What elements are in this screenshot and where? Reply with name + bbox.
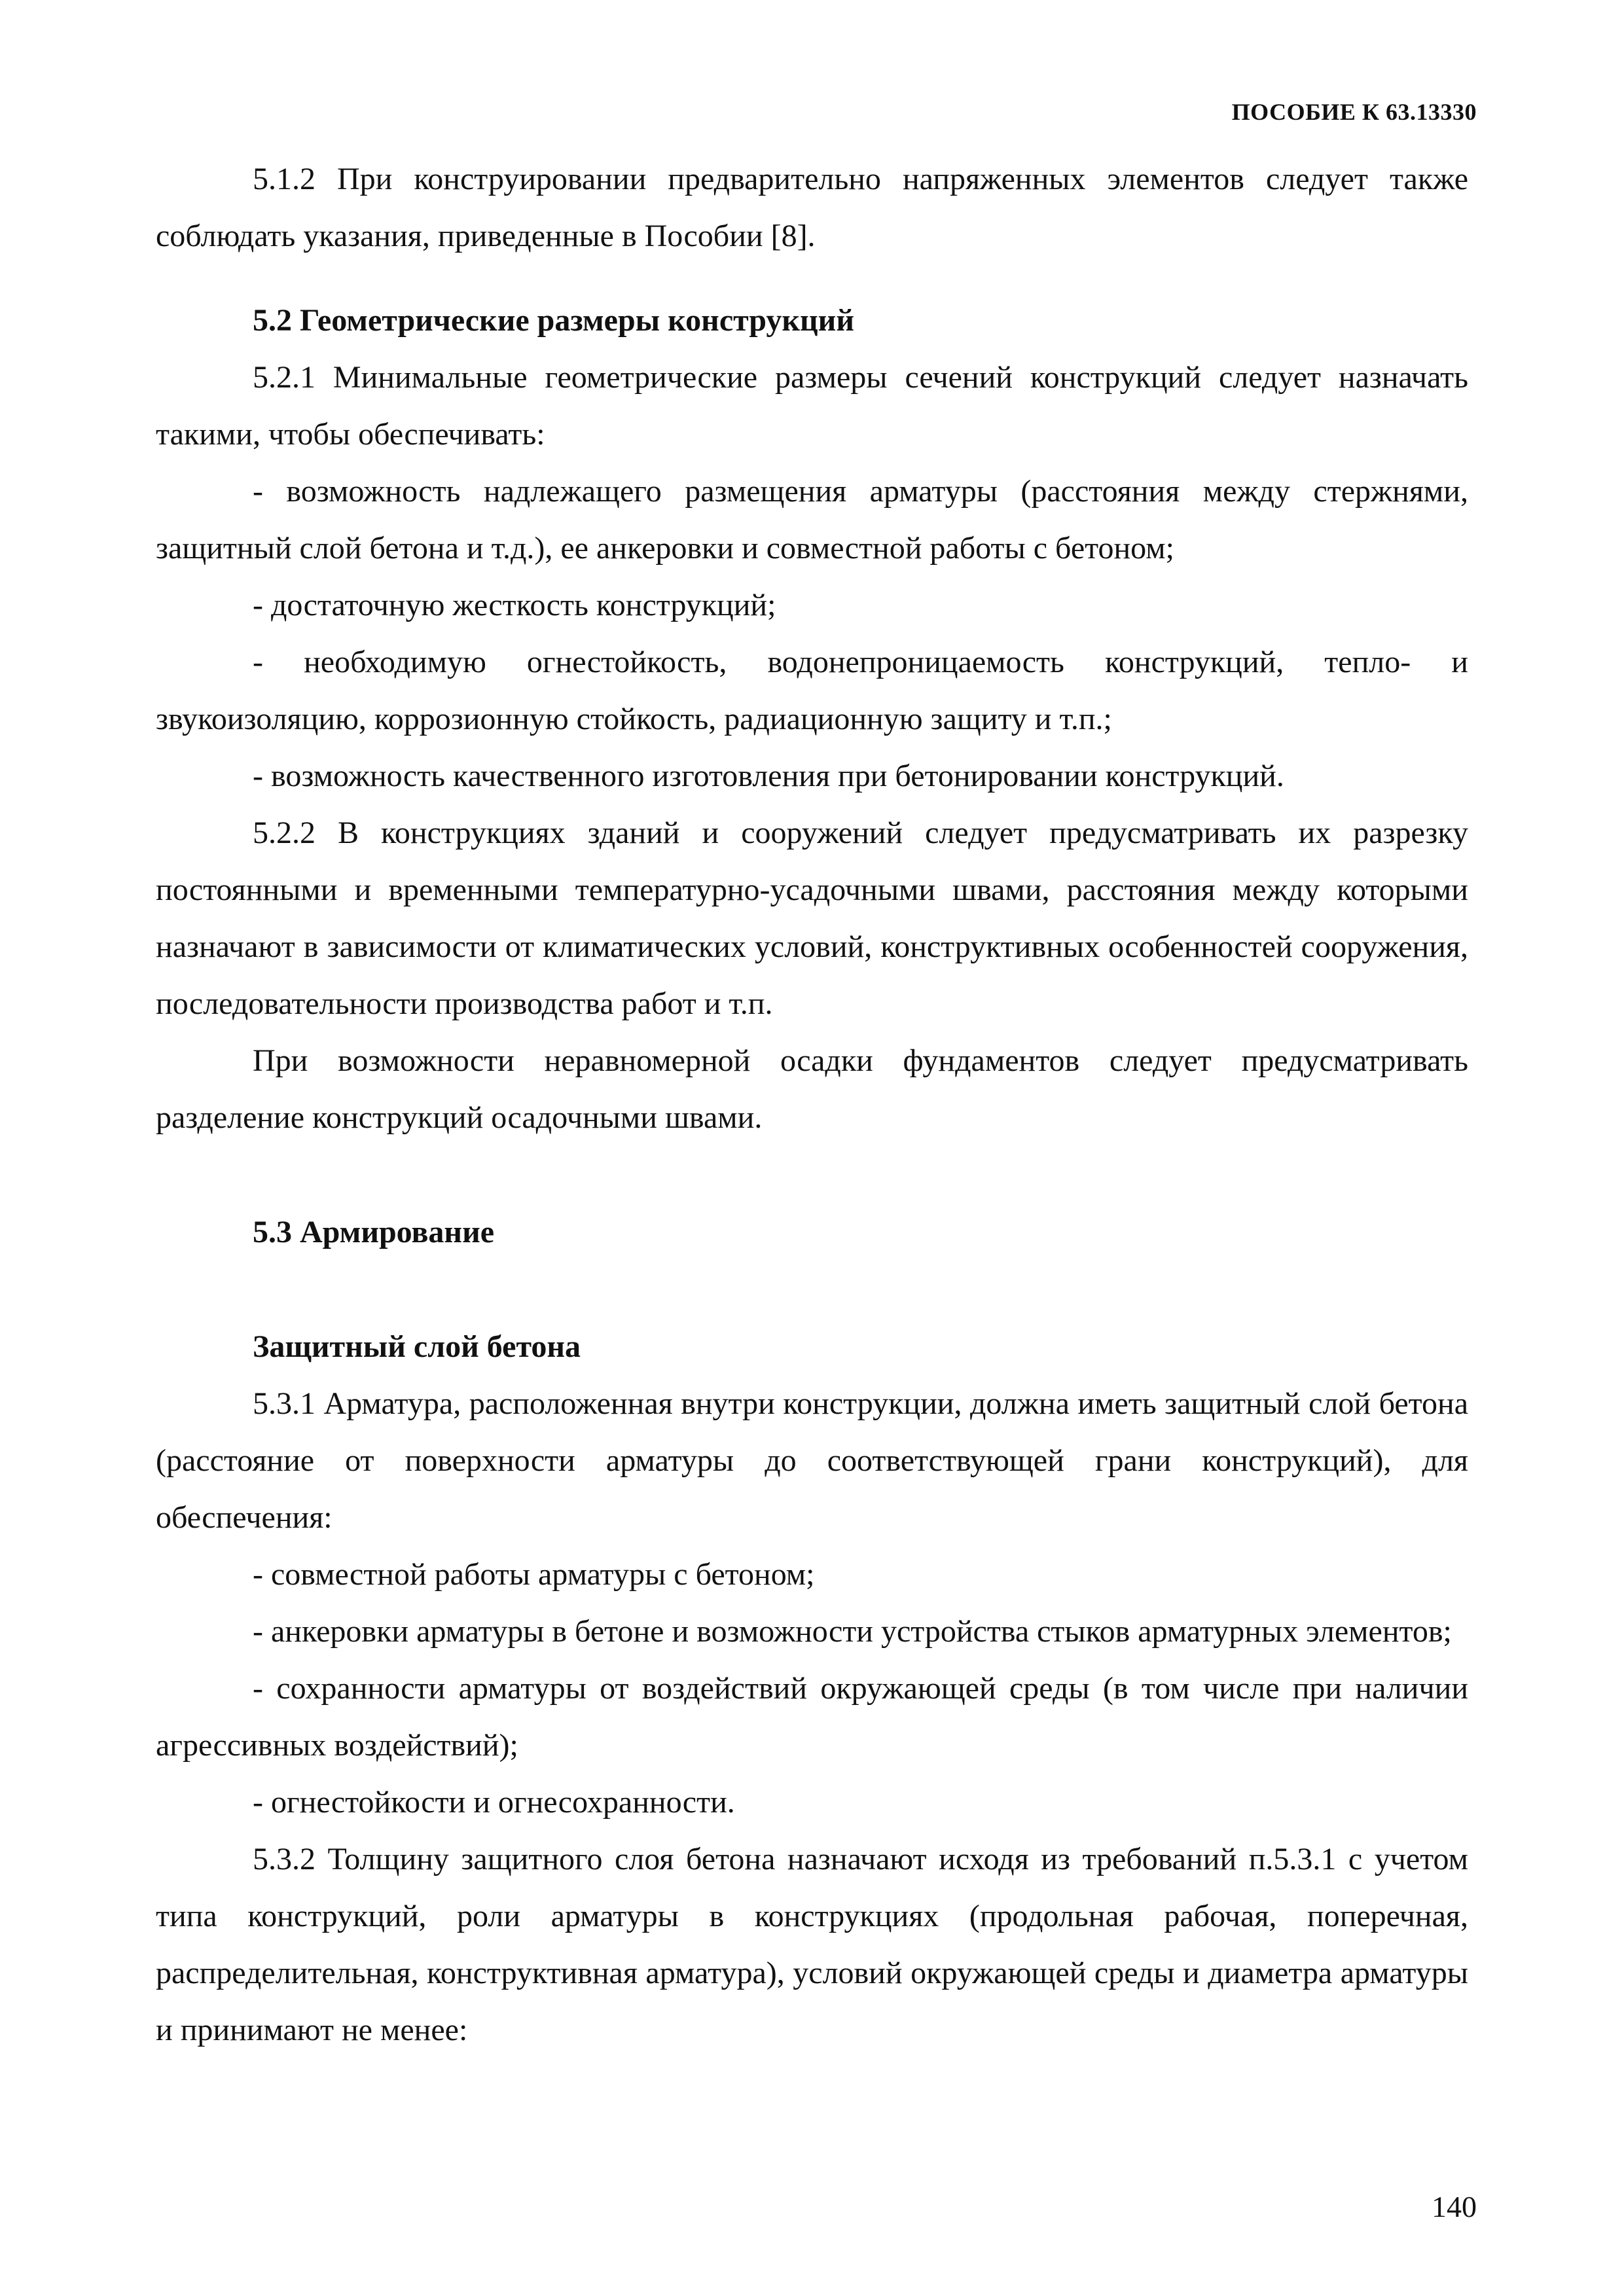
list-item: - совместной работы арматуры с бетоном; [253,1557,815,1592]
spacer [156,1146,1468,1204]
paragraph-5-2-1: 5.2.1 Минимальные геометрические размеры сечений конструкций следует назначать такими, чтобы обеспечивать: [156,360,1468,452]
paragraph-5-2-2: 5.2.2 В конструкциях зданий и сооружений следует предусматривать их разрезку постоянными и временными температурно-усадочными швами, расстояния между которыми назначают в зависимости от климатических условий, конструктивных особенностей сооружения, последовательности производства работ и т.п. [156,816,1468,1021]
subsection-heading-protective-layer: Защитный слой бетона [253,1329,581,1364]
list-item: - анкеровки арматуры в бетоне и возможности устройства стыков арматурных элементов; [253,1614,1452,1649]
list-item: - возможность качественного изготовления при бетонировании конструкций. [253,759,1284,793]
spacer [156,1261,1468,1318]
page-body [156,151,1468,2058]
section-heading-5-2: 5.2 Геометрические размеры конструкций [253,303,854,338]
list-item: - необходимую огнестойкость, водонепроницаемость конструкций, тепло- и звукоизоляцию, коррозионную стойкость, радиационную защиту и т.п.; [156,645,1468,736]
list-item: - достаточную жесткость конструкций; [253,588,776,622]
running-header: ПОСОБИЕ К 63.13330 [1231,99,1477,125]
paragraph-5-1-2: 5.1.2 При конструировании предварительно напряженных элементов следует также соблюдать указания, приведенные в Пособии [8]. [156,162,1468,253]
list-item: - сохранности арматуры от воздействий окружающей среды (в том числе при наличии агрессивных воздействий); [156,1671,1468,1763]
section-heading-5-3: 5.3 Армирование [253,1215,495,1249]
list-item: - возможность надлежащего размещения арматуры (расстояния между стержнями, защитный слой бетона и т.д.), ее анкеровки и совместной работы с бетоном; [156,474,1468,565]
paragraph-5-2-2-continued: При возможности неравномерной осадки фундаментов следует предусматривать разделение конструкций осадочными швами. [156,1043,1468,1135]
spacer [156,264,1468,292]
page-number: 140 [1432,2190,1477,2223]
list-item: - огнестойкости и огнесохранности. [253,1785,735,1820]
paragraph-5-3-1: 5.3.1 Арматура, расположенная внутри конструкции, должна иметь защитный слой бетона (расстояние от поверхности арматуры до соответствующей грани конструкций), для обеспечения: [156,1386,1468,1535]
paragraph-5-3-2: 5.3.2 Толщину защитного слоя бетона назначают исходя из требований п.5.3.1 с учетом типа конструкций, роли арматуры в конструкциях (продольная рабочая, поперечная, распределительная, конструктивная арматура), условий окружающей среды и диаметра арматуры и принимают не менее: [156,1842,1468,2047]
